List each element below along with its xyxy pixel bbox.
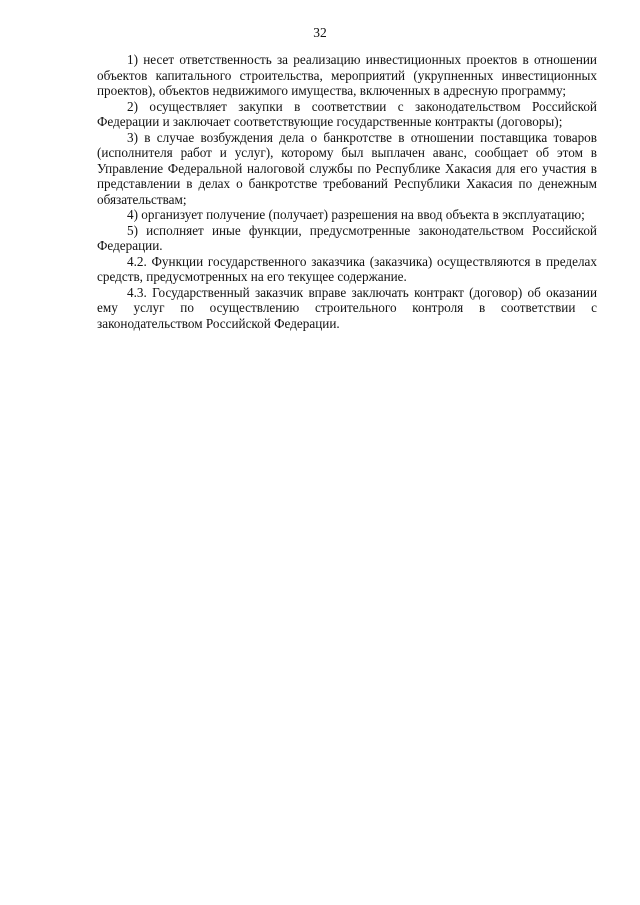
list-item-1: 1) несет ответственность за реализацию инвестиционных проектов в отношении объектов капитального строительства, мероприятий (укрупненных инвестиционных проектов), объектов недвижимого имущества, включенных в адресную программу; [97, 52, 597, 98]
list-item-3: 3) в случае возбуждения дела о банкротстве в отношении поставщика товаров (исполнителя работ и услуг), которому был выплачен аванс, сообщает об этом в Управление Федеральной налоговой службы по Республике Хакасия для его участия в представлении в делах о банкротстве требований Республики Хакасия по денежным обязательствам; [97, 129, 597, 207]
list-item-2: 2) осуществляет закупки в соответствии с законодательством Российской Федерации и заключает соответствующие государственные контракты (договоры); [97, 98, 597, 129]
list-item-4: 4) организует получение (получает) разрешения на ввод объекта в эксплуатацию; [127, 207, 585, 222]
document-body [97, 52, 597, 331]
page-number: 32 [313, 25, 327, 40]
clause-4-3: 4.3. Государственный заказчик вправе заключать контракт (договор) об оказании ему услуг по осуществлению строительного контроля в соответствии с законодательством Российской Федерации. [97, 284, 597, 331]
clause-4-2: 4.2. Функции государственного заказчика (заказчика) осуществляются в пределах средств, предусмотренных на его текущее содержание. [97, 253, 597, 284]
list-item-5: 5) исполняет иные функции, предусмотренные законодательством Российской Федерации. [97, 222, 597, 253]
